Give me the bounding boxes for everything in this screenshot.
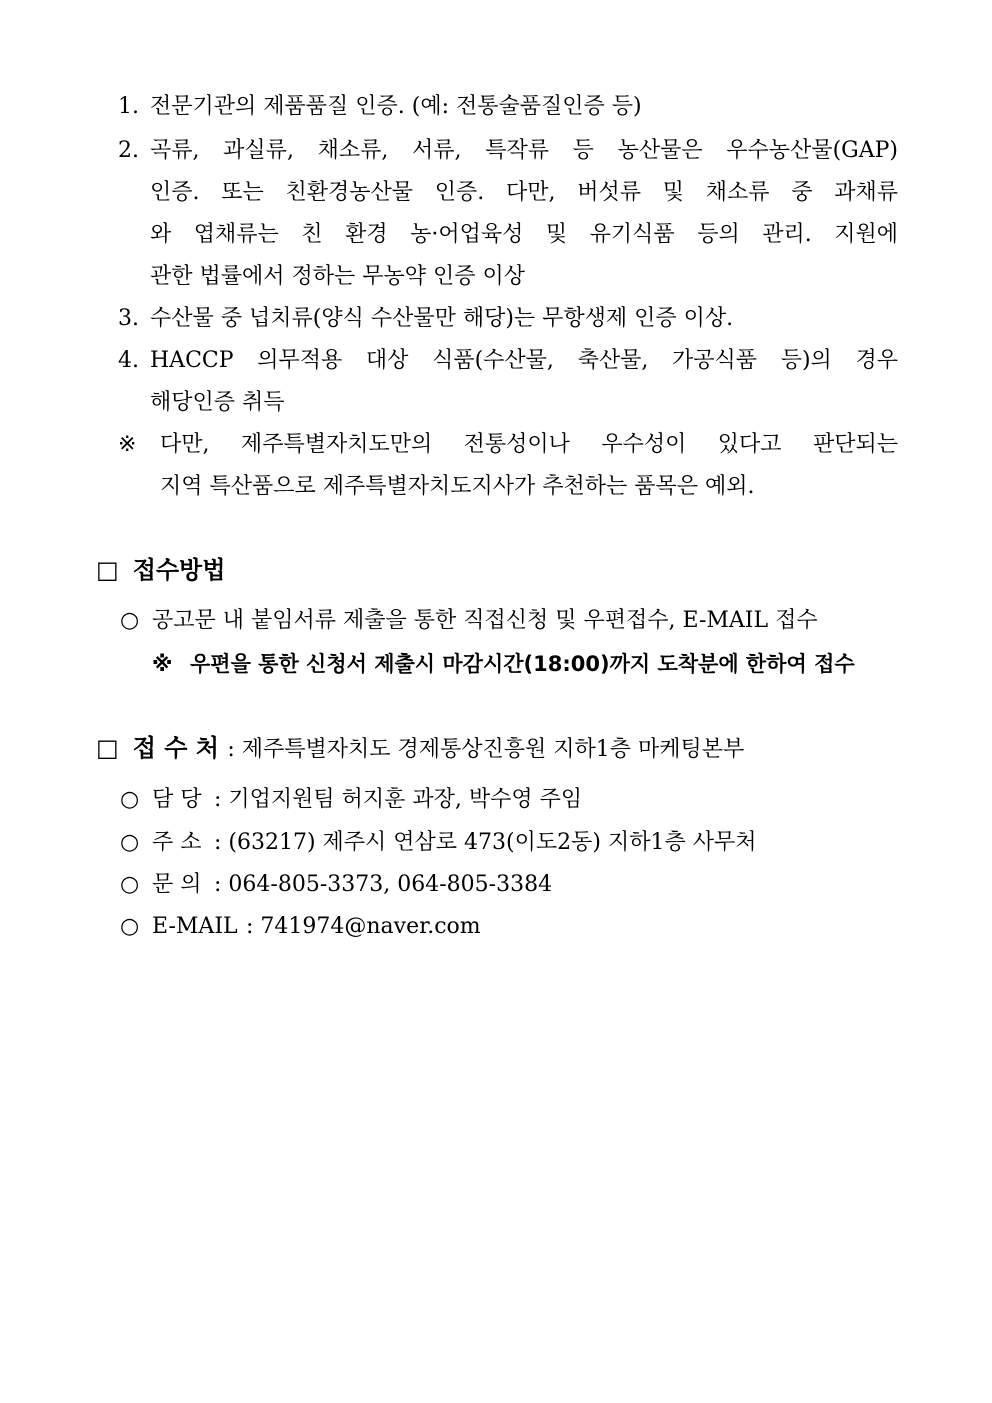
- email-value: : 741974@naver.com: [246, 914, 481, 939]
- contact-value: : 기업지원팀 허지훈 과장, 박수영 주임: [214, 787, 583, 812]
- req-1-number: 1.: [118, 94, 139, 119]
- req-3-number: 3.: [118, 306, 139, 331]
- req-3-text: 수산물 중 넙치류(양식 수산물만 해당)는 무항생제 인증 이상.: [150, 306, 734, 331]
- checkbox-square-icon: □: [96, 556, 119, 584]
- circle-bullet-icon: ○: [120, 787, 140, 812]
- req-2-line-3: 와 엽채류는 친 환경 농·어업육성 및 유기식품 등의 관리. 지원에: [150, 222, 898, 247]
- reception-place-value: : 제주특별자치도 경제통상진흥원 지하1층 마케팅본부: [227, 737, 745, 762]
- circle-bullet-icon: ○: [120, 608, 140, 633]
- section-reception-method: [96, 554, 225, 586]
- req-4-line-1: HACCP 의무적용 대상 식품(수산물, 축산물, 가공식품 등)의 경우: [150, 348, 898, 373]
- inquiry-value: : 064-805-3373, 064-805-3384: [214, 872, 553, 897]
- note-line-2: 지역 특산품으로 제주특별자치도지사가 추천하는 품목은 예외.: [160, 474, 755, 499]
- req-2-number: 2.: [118, 138, 139, 163]
- reception-method-note-symbol: ※: [152, 652, 173, 676]
- req-2-line-2: 인증. 또는 친환경농산물 인증. 다만, 버섯류 및 채소류 중 과채류: [150, 180, 898, 205]
- section-title: 접 수 처: [132, 734, 219, 762]
- section-title: 접수방법: [132, 556, 226, 584]
- note-line-1: 다만, 제주특별자치도만의 전통성이나 우수성이 있다고 판단되는: [160, 432, 898, 457]
- address-value: : (63217) 제주시 연삼로 473(이도2동) 지하1층 사무처: [214, 830, 757, 855]
- req-4-line-2: 해당인증 취득: [150, 390, 285, 415]
- circle-bullet-icon: ○: [120, 830, 140, 855]
- reception-method-item: 공고문 내 붙임서류 제출을 통한 직접신청 및 우편접수, E-MAIL 접수: [152, 608, 818, 633]
- req-4-number: 4.: [118, 348, 139, 373]
- checkbox-square-icon: □: [96, 734, 119, 762]
- circle-bullet-icon: ○: [120, 872, 140, 897]
- req-2-line-4: 관한 법률에서 정하는 무농약 인증 이상: [150, 264, 525, 289]
- req-2-line-1: 곡류, 과실류, 채소류, 서류, 특작류 등 농산물은 우수농산물(GAP): [150, 138, 898, 163]
- req-1-text: 전문기관의 제품품질 인증. (예: 전통술품질인증 등): [150, 94, 642, 119]
- email-label: E-MAIL: [152, 914, 238, 939]
- address-label: 주 소: [152, 830, 202, 855]
- section-reception-place: [96, 732, 744, 766]
- note-symbol: ※: [118, 432, 137, 457]
- circle-bullet-icon: ○: [120, 914, 140, 939]
- reception-method-note: 우편을 통한 신청서 제출시 마감시간(18:00)까지 도착분에 한하여 접수: [190, 652, 855, 676]
- inquiry-label: 문 의: [152, 872, 202, 897]
- contact-label: 담 당: [152, 787, 202, 812]
